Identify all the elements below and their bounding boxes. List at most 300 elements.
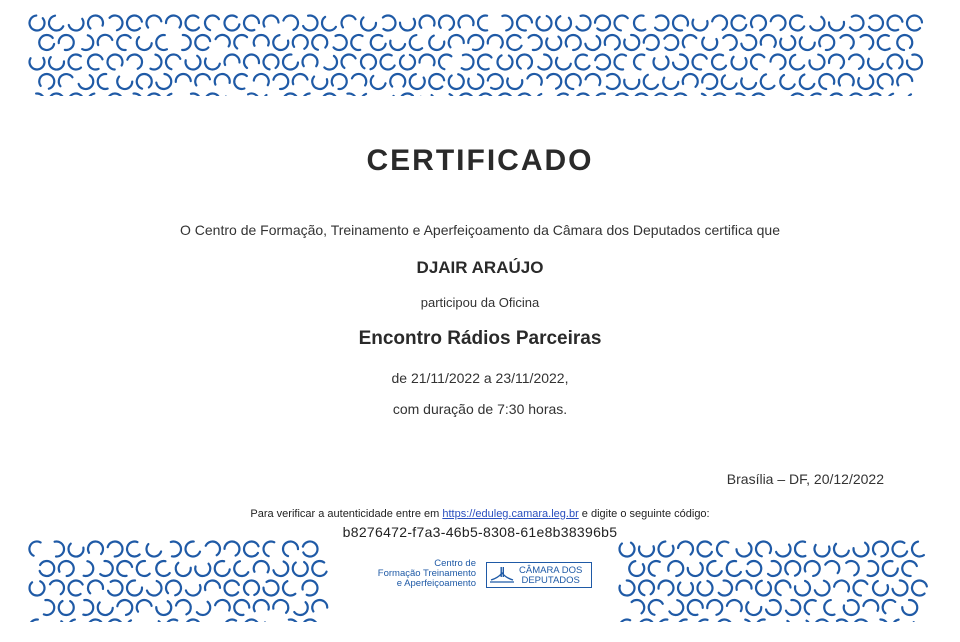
pattern-arc [712, 54, 726, 69]
pattern-arc [82, 35, 93, 50]
participant-name: DJAIR ARAÚJO [416, 258, 544, 277]
pattern-arc [488, 35, 503, 48]
pattern-arc [254, 600, 269, 611]
pattern-arc [195, 564, 210, 576]
pattern-arc [829, 55, 844, 69]
pattern-arc [907, 94, 922, 96]
pattern-arc [303, 15, 317, 30]
pattern-arc [775, 580, 790, 595]
pattern-arc [205, 581, 220, 591]
institution-logo [366, 558, 594, 592]
pattern-arc [756, 620, 768, 622]
pattern-arc [303, 619, 317, 622]
pattern-arc [420, 16, 435, 28]
pattern-arc [380, 55, 394, 70]
pattern-arc [98, 74, 108, 89]
pattern-arc [68, 620, 79, 622]
pattern-arc [678, 541, 693, 554]
pattern-arc [303, 581, 318, 596]
pattern-arc [731, 93, 746, 96]
pattern-arc [607, 74, 620, 89]
pattern-arc [69, 93, 84, 96]
pattern-arc [127, 620, 142, 622]
pattern-arc [556, 16, 571, 30]
decorative-pattern-bottom-right [618, 540, 932, 622]
pattern-arc [790, 16, 804, 31]
pattern-arc [68, 544, 83, 557]
pattern-arc [902, 561, 917, 576]
pattern-arc [776, 545, 790, 557]
pattern-arc [698, 542, 712, 557]
pattern-arc [649, 600, 663, 615]
pattern-arc [673, 16, 688, 31]
pattern-arc [215, 600, 230, 611]
pattern-arc [186, 542, 201, 557]
pattern-arc [873, 542, 888, 557]
pattern-arc [688, 600, 703, 615]
pattern-arc [809, 55, 824, 70]
pattern-arc [717, 620, 732, 622]
pattern-arc [312, 35, 327, 50]
pattern-arc [283, 542, 298, 557]
pattern-arc [731, 16, 746, 31]
pattern-arc [614, 55, 626, 70]
pattern-arc [254, 561, 269, 572]
pattern-arc [79, 75, 94, 89]
pattern-arc [502, 15, 512, 30]
pattern-arc [273, 562, 288, 576]
pattern-arc [678, 619, 693, 622]
pattern-arc [697, 94, 707, 96]
pattern-arc [634, 55, 644, 70]
pattern-arc [834, 544, 849, 557]
pattern-arc [659, 542, 674, 557]
pattern-arc [756, 581, 771, 596]
pattern-arc [459, 94, 474, 96]
pattern-arc [674, 93, 688, 96]
pattern-arc [390, 74, 405, 87]
pattern-arc [59, 35, 74, 50]
pattern-arc [912, 542, 924, 557]
pattern-arc [897, 74, 912, 85]
pattern-arc [800, 37, 815, 50]
pattern-arc [185, 16, 198, 31]
verification-text-before: Para verificar a autenticidade entre em [250, 508, 443, 520]
pattern-arc [731, 57, 746, 70]
pattern-arc [69, 54, 81, 69]
pattern-arc [137, 37, 152, 50]
pattern-arc [576, 55, 590, 70]
pattern-arc [59, 561, 74, 576]
pattern-arc [400, 55, 415, 70]
pattern-arc [836, 620, 849, 622]
pattern-arc [390, 41, 405, 50]
pattern-arc [883, 600, 896, 613]
pattern-arc [400, 19, 415, 31]
pattern-arc [88, 542, 103, 555]
pattern-arc [88, 619, 103, 622]
pattern-arc [361, 94, 376, 96]
pattern-arc [761, 35, 776, 47]
pattern-arc [790, 94, 805, 96]
pattern-arc [156, 74, 171, 89]
pattern-arc [303, 94, 318, 96]
pattern-arc [655, 16, 668, 31]
pattern-arc [40, 561, 55, 576]
pattern-arc [166, 54, 180, 69]
pattern-arc [150, 55, 161, 70]
pattern-arc [697, 581, 712, 596]
pattern-arc [312, 600, 327, 611]
pattern-arc [98, 35, 113, 45]
pattern-arc [400, 94, 413, 96]
pattern-arc [746, 602, 761, 615]
pattern-arc [897, 35, 912, 50]
pattern-arc [717, 541, 728, 556]
pattern-arc [166, 581, 181, 596]
pattern-arc [225, 55, 240, 65]
pattern-arc [653, 57, 668, 70]
pattern-arc [615, 93, 629, 96]
pattern-arc [853, 620, 868, 622]
pattern-arc [809, 93, 824, 96]
pattern-arc [293, 74, 308, 84]
pattern-arc [107, 93, 121, 96]
pattern-arc [659, 620, 668, 622]
pattern-arc [156, 601, 171, 615]
participation-text: participou da Oficina [420, 295, 540, 310]
pattern-arc [620, 581, 635, 596]
pattern-arc [146, 15, 161, 27]
pattern-arc [738, 620, 752, 622]
pattern-arc [29, 16, 44, 31]
pattern-arc [283, 55, 298, 70]
pattern-arc [146, 544, 161, 556]
pattern-arc [878, 74, 893, 89]
pattern-arc [566, 35, 581, 50]
pattern-arc [34, 93, 44, 96]
pattern-arc [263, 580, 278, 595]
pattern-arc [849, 54, 863, 68]
pattern-arc [186, 56, 201, 70]
pattern-arc [629, 561, 644, 576]
pattern-arc [39, 74, 54, 89]
pattern-arc [29, 541, 40, 555]
pattern-arc [117, 77, 132, 89]
pattern-arc [829, 22, 844, 31]
pattern-arc [538, 55, 551, 70]
pattern-arc [273, 35, 288, 50]
pattern-arc [44, 600, 54, 615]
pattern-arc [30, 581, 45, 595]
pattern-arc [605, 35, 620, 50]
pattern-arc [707, 600, 722, 615]
pattern-arc [863, 600, 878, 611]
pattern-arc [225, 619, 239, 622]
camara-line-2: DEPUTADOS [521, 575, 580, 586]
pattern-arc [419, 95, 434, 96]
pattern-arc [264, 542, 275, 557]
pattern-arc [108, 620, 123, 622]
pattern-arc [273, 74, 288, 89]
pattern-arc [283, 581, 295, 595]
pattern-arc [371, 76, 386, 89]
camara-line-1: CÂMARA DOS [519, 565, 583, 576]
pattern-arc [332, 74, 347, 89]
pattern-arc [786, 600, 800, 615]
pattern-arc [727, 600, 742, 611]
pattern-arc [137, 74, 152, 89]
pattern-arc [639, 619, 654, 622]
pattern-arc [449, 35, 464, 47]
pattern-arc [361, 17, 376, 30]
pattern-arc [322, 17, 336, 31]
pattern-arc [805, 600, 816, 614]
pattern-arc [824, 600, 834, 615]
decorative-pattern-top [28, 14, 932, 96]
pattern-arc [644, 75, 658, 89]
pattern-arc [98, 602, 113, 615]
pattern-arc [527, 74, 541, 85]
pattern-arc [644, 35, 659, 50]
pattern-arc [352, 74, 366, 85]
pattern-arc [624, 35, 639, 50]
pattern-arc [576, 93, 591, 96]
pattern-arc [839, 74, 854, 86]
pattern-arc [69, 581, 83, 596]
pattern-arc [88, 581, 103, 594]
pattern-arc [30, 58, 45, 70]
pattern-arc [634, 15, 645, 30]
pattern-arc [127, 541, 140, 556]
pattern-arc [191, 93, 201, 96]
pattern-arc [795, 581, 810, 596]
pattern-arc [371, 35, 386, 50]
pattern-arc [825, 561, 839, 573]
pattern-arc [244, 580, 259, 594]
pattern-arc [815, 545, 830, 557]
pattern-arc [712, 15, 727, 29]
pattern-arc [312, 561, 326, 576]
pattern-arc [634, 93, 649, 96]
pattern-arc [653, 93, 668, 96]
pattern-arc [293, 562, 308, 576]
pattern-arc [273, 600, 288, 613]
pattern-arc [234, 561, 248, 576]
pattern-arc [263, 95, 278, 96]
pattern-arc [586, 74, 601, 85]
pattern-arc [127, 581, 142, 596]
pattern-arc [815, 619, 830, 622]
pattern-arc [429, 74, 444, 89]
pattern-arc [819, 35, 834, 50]
pattern-arc [410, 35, 422, 50]
pattern-arc [815, 581, 830, 596]
pattern-arc [747, 561, 762, 576]
pattern-arc [697, 619, 712, 622]
pattern-arc [459, 16, 474, 28]
pattern-arc [59, 74, 73, 86]
pattern-arc [683, 74, 698, 87]
pattern-arc [83, 600, 93, 615]
pattern-arc [215, 561, 230, 576]
pattern-arc [49, 57, 64, 69]
pattern-arc [683, 35, 697, 47]
pattern-arc [361, 54, 376, 69]
pattern-arc [795, 621, 810, 622]
pattern-arc [771, 55, 786, 70]
pattern-arc [439, 54, 451, 69]
pattern-arc [449, 74, 464, 89]
pattern-arc [117, 561, 132, 576]
pattern-arc [751, 93, 766, 96]
pattern-arc [347, 93, 356, 96]
pattern-arc [853, 543, 868, 557]
pattern-arc [244, 16, 259, 31]
pattern-arc [322, 93, 337, 96]
pattern-arc [383, 15, 396, 30]
pattern-arc [517, 94, 532, 96]
pattern-arc [84, 561, 94, 576]
certificate-title: CERTIFICADO [366, 144, 594, 177]
pattern-arc [800, 75, 815, 89]
pattern-arc [197, 602, 210, 615]
pattern-arc [225, 15, 240, 30]
verification-link[interactable]: https://eduleg.camara.leg.br [442, 508, 579, 520]
pattern-arc [751, 54, 764, 69]
pattern-arc [547, 74, 561, 89]
pattern-arc [478, 94, 492, 96]
pattern-arc [868, 93, 880, 96]
pattern-arc [664, 35, 678, 50]
pattern-arc [719, 581, 732, 596]
pattern-arc [761, 74, 775, 89]
pattern-arc [693, 55, 707, 70]
cft-line-3: e Aperfeiçoamento [396, 578, 476, 589]
pattern-arc [248, 93, 259, 96]
pattern-arc [293, 35, 308, 49]
pattern-arc [254, 74, 269, 85]
pattern-arc [873, 581, 888, 595]
certificate-intro: O Centro de Formação, Treinamento e Aperfeiçoamento da Câmara dos Deputados certifica que [180, 222, 780, 238]
pattern-arc [69, 19, 84, 31]
pattern-arc [771, 15, 786, 30]
pattern-arc [88, 16, 103, 29]
pattern-arc [216, 35, 230, 46]
pattern-arc [585, 36, 600, 50]
course-name: Encontro Rádios Parceiras [358, 328, 602, 349]
pattern-arc [722, 75, 737, 89]
pattern-arc [668, 561, 683, 576]
pattern-arc [790, 55, 804, 70]
pattern-arc [147, 581, 162, 596]
pattern-arc [688, 563, 703, 576]
pattern-arc [127, 94, 142, 96]
pattern-arc [244, 55, 259, 69]
pattern-arc [556, 93, 568, 96]
pattern-arc [624, 80, 639, 89]
pattern-arc [834, 580, 849, 591]
pattern-arc [234, 35, 247, 48]
circle-arc-pattern-icon [618, 540, 932, 622]
pattern-arc [110, 16, 123, 31]
pattern-arc [146, 94, 160, 96]
pattern-arc [488, 74, 503, 89]
pattern-arc [49, 621, 64, 622]
pattern-arc [595, 55, 610, 70]
pattern-arc [234, 74, 247, 89]
pattern-arc [206, 542, 220, 556]
pattern-arc [334, 35, 347, 50]
pattern-arc [663, 78, 678, 89]
pattern-arc [410, 74, 425, 89]
verification-code: b8276472-f7a3-46b5-8308-61e8b38396b5 [342, 524, 618, 540]
pattern-arc [888, 15, 903, 30]
pattern-arc [776, 621, 791, 622]
pattern-arc [853, 581, 867, 596]
pattern-arc [478, 54, 491, 69]
pattern-arc [49, 16, 63, 31]
pattern-arc [907, 54, 922, 69]
pattern-arc [498, 93, 513, 96]
pattern-arc [840, 35, 853, 49]
cft-line-1: Centro de [434, 558, 476, 569]
pattern-arc [176, 563, 191, 576]
pattern-arc [283, 93, 298, 96]
pattern-arc [117, 600, 132, 615]
pattern-arc [166, 619, 178, 622]
pattern-arc [205, 94, 219, 96]
pattern-arc [186, 585, 201, 595]
pattern-arc [303, 541, 318, 556]
pattern-arc [615, 16, 628, 31]
pattern-arc [595, 94, 610, 96]
pattern-arc [342, 54, 356, 67]
pattern-arc [883, 561, 898, 576]
pattern-arc [702, 74, 717, 89]
pattern-arc [669, 600, 683, 615]
pattern-arc [639, 580, 654, 595]
pattern-arc [507, 78, 522, 89]
pattern-arc [868, 561, 879, 576]
verification-instructions [0, 508, 960, 520]
place-and-date: Brasília – DF, 20/12/2022 [726, 471, 884, 487]
pattern-arc [868, 59, 883, 70]
pattern-arc [869, 16, 883, 31]
pattern-arc [287, 619, 298, 622]
pattern-arc [50, 580, 64, 594]
pattern-arc [29, 619, 44, 622]
pattern-arc [254, 35, 269, 46]
cft-logo-text [378, 559, 476, 589]
pattern-arc [39, 35, 54, 50]
pattern-arc [171, 542, 181, 557]
pattern-arc [566, 74, 581, 89]
pattern-arc [468, 35, 483, 50]
pattern-arc [678, 583, 693, 596]
pattern-arc [429, 36, 444, 50]
verification-text-after: e digite o seguinte código: [578, 508, 710, 520]
pattern-arc [858, 75, 873, 89]
pattern-arc [736, 580, 751, 589]
circle-arc-pattern-icon [28, 540, 330, 622]
pattern-arc [59, 601, 74, 615]
pattern-arc [507, 35, 521, 50]
pattern-arc [712, 94, 727, 96]
pattern-arc [215, 74, 230, 85]
pattern-arc [108, 581, 122, 596]
pattern-arc [849, 94, 863, 96]
